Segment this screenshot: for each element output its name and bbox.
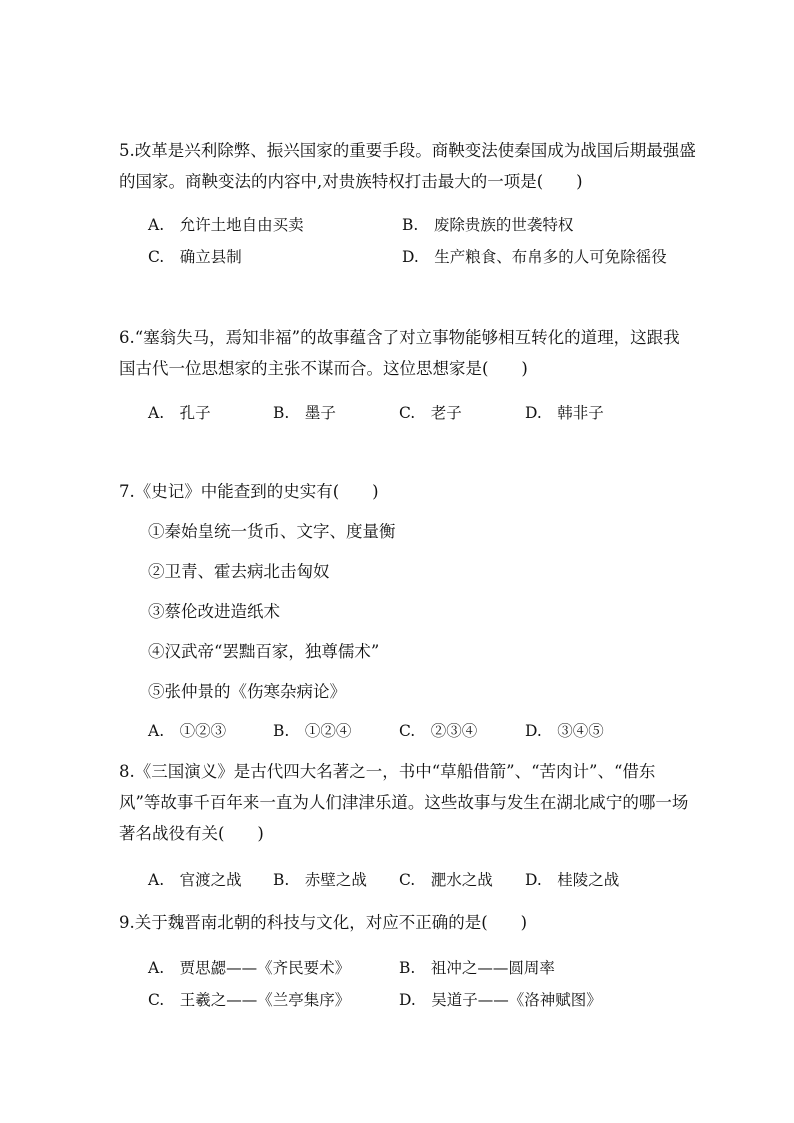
question-7-item-5: ⑤张仲景的《伤寒杂病论》 [148, 682, 346, 701]
question-7-line-1: 7.《史记》中能查到的史实有( ) [119, 482, 379, 501]
question-7-item-4: ④汉武帝“罢黜百家，独尊儒术” [148, 642, 380, 661]
question-5-line-2: 的国家。商鞅变法的内容中,对贵族特权打击最大的一项是( ) [119, 172, 583, 191]
question-7-option-b: B. ①②④ [273, 722, 352, 740]
question-7-item-1: ①秦始皇统一货币、文字、度量衡 [148, 522, 396, 541]
question-6-option-a: A. 孔子 [148, 404, 211, 422]
question-8-option-b: B. 赤壁之战 [273, 871, 367, 889]
question-7-option-d: D. ③④⑤ [525, 722, 604, 740]
question-5-option-b: B. 废除贵族的世袭特权 [402, 216, 574, 234]
question-8-line-2: 风”等故事千百年来一直为人们津津乐道。这些故事与发生在湖北咸宁的哪一场 [119, 793, 689, 812]
question-9-line-1: 9.关于魏晋南北朝的科技与文化，对应不正确的是( ) [119, 913, 528, 932]
question-8-line-3: 著名战役有关( ) [119, 824, 264, 843]
question-6-option-c: C. 老子 [399, 404, 462, 422]
question-7-item-3: ③蔡伦改进造纸术 [148, 602, 280, 621]
question-9-option-d: D. 吴道子——《洛神赋图》 [399, 991, 602, 1009]
question-9-option-c: C. 王羲之——《兰亭集序》 [148, 991, 351, 1009]
question-6-option-d: D. 韩非子 [525, 404, 604, 422]
question-5-option-c: C. 确立县制 [148, 248, 242, 266]
question-7-option-a: A. ①②③ [148, 722, 227, 740]
question-9-option-a: A. 贾思勰——《齐民要术》 [148, 959, 351, 977]
question-5-line-1: 5.改革是兴利除弊、振兴国家的重要手段。商鞅变法使秦国成为战国后期最强盛 [119, 141, 696, 160]
question-8-line-1: 8.《三国演义》是古代四大名著之一，书中“草船借箭”、“苦肉计”、“借东 [119, 762, 656, 781]
question-6-line-2: 国古代一位思想家的主张不谋而合。这位思想家是( ) [119, 359, 528, 378]
question-5-option-a: A. 允许土地自由买卖 [148, 216, 304, 234]
question-7-option-c: C. ②③④ [399, 722, 478, 740]
question-5-option-d: D. 生产粮食、布帛多的人可免除徭役 [402, 248, 667, 266]
question-6-option-b: B. 墨子 [273, 404, 336, 422]
question-8-option-c: C. 淝水之战 [399, 871, 493, 889]
question-8-option-a: A. 官渡之战 [148, 871, 242, 889]
question-8-option-d: D. 桂陵之战 [525, 871, 620, 889]
question-7-item-2: ②卫青、霍去病北击匈奴 [148, 562, 330, 581]
question-6-line-1: 6.“塞翁失马，焉知非福”的故事蕴含了对立事物能够相互转化的道理，这跟我 [119, 328, 680, 347]
question-9-option-b: B. 祖冲之——圆周率 [399, 959, 555, 977]
